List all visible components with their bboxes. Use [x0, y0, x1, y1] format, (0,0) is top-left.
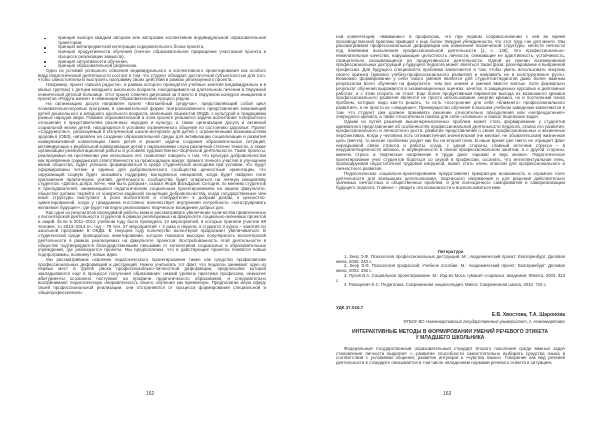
author-affiliation: ФГБОУ ВО Нижневартовский государственный университет, г. Нижневартовск	[403, 319, 565, 324]
article-title: ИНТЕРАКТИВНЫЕ МЕТОДЫ В ФОРМИРОВАНИИ УМЕНИЙ РЕЧЕВОГО ЭТИКЕТА У МЛАДШЕГО ШКОЛЬНИКА	[351, 329, 549, 342]
list-item: принцип образовательной рефлексии.	[58, 64, 266, 69]
paragraph: Мы рассматриваем освоение педагогического проектирования также как средство профилактики профессиональных деформаций и деструкций. Нужно учитывать тот факт, что педагоги занимают одно из первых мест в группе риска профессионально-личностной деформации, предпосылки которой закладываются еще в процессе получения образования: низкий уровень престижа профессии, немногие абитуриенты осознанно поступают на профили педагогического образования, и следовательно воспринимают педагогическую направленность своего обучения как временную. Предполагая иную сферу своей профессиональной реализации, они отстраняются от процесса формирования специальной и общепрофессиональ-	[38, 256, 266, 295]
paragraph: Одним из путей решения вышеперечисленных проблем может стать формирование у студентов адекватного представления об особенностях профессиональной деятельности педагога, этапах его развития, профессионального и личностного роста, развитие представлений о своих профессиональных и жизненных перспективах. Когда у человека есть оптимистичная значительная (не мелкая, не обывательская) жизненная цель (мечта), то многие проблемы уходят как бы на второй план. В наше время уже никто не отрицает факт неразрывной связи стресса и работы, когда, с одной стороны, главный источник стресса – в неудовлетворенности жизнью, в неуверенности в своем профессиональном занятии, а с другой стороны, именно стресс и творческое напряжение в труде дают «аромат и вкус жизни». Педагогическое проектирование учит студентов бороться со скукой в профессии, осознать, что интеллектуальная лень, провоцируемая недостаточной трудовой нагрузкой, может стать очень опасной для профессионального и личностного развития.	[336, 118, 565, 172]
paragraph: Например, проект «Школа радости», в рамках которого проводятся учебные занятия (индивидуально и в малых группах) с детьми младшего школьного возраста, находящимися на длительном лечении в Окружной клинической детской больнице. Этот проект отмечен дипломом за 3 место в Окружном конкурсе инициатив и проектов «Радуга жизни» в номинации Образовательный процесс рядом.	[38, 82, 266, 102]
page-number: 162	[146, 391, 155, 397]
paragraph: Федеральный государственный образовательный стандарт второго поколения среди важных задач становления личности выделяет «...развитие способности самостоятельно выбирать средства языка в соответствии с условиями общения, развитие интуиции и «чувства языка». Говорение как вид речевой деятельности в стандарте описывается в том числе овладением нормами речевого этикета в ситуациях	[336, 347, 565, 366]
left-page-body	[38, 36, 266, 382]
references-list	[336, 255, 565, 288]
literature-heading: Литература	[437, 249, 464, 254]
article-body	[336, 347, 565, 375]
list-item: принцип метапредметной интеграции содержательного блока проекта,	[58, 45, 266, 50]
paragraph: Педагогическое социально-проектирование предоставляет прекрасную возможность и огромное поле деятельности для всевышних целеполагания, творческого напряжения и для решения действительно значимых личностных и общественных проблем, и для полноценного саморазвития и самореализации будущего педагога. Главное – увидеть эти возможности и воспользоваться ими.	[336, 170, 565, 190]
reference-item: 4. Рапацевич Е.С. Педагогика. Современная энциклопедия. Минск: Современная школа, 2010. 720 с.	[344, 282, 547, 288]
paragraph: Одно из условий успешного освоения индивидуального и коллективного проектирования как особого вида педагогической деятельности состоит в том, что студент обладает достаточной субъектностью для того, чтобы самостоятельно выстроить программу своих действий в рамках реализуемого проекта.	[38, 68, 266, 83]
reference-item: 1. Зеер Э.Ф. Психология профессиональных деструкций. М.: Академический проект; Екатеринбург: Деловая книга, 2005. 240 с.	[336, 254, 565, 264]
reference-item: 2. Зеер Э.Ф. Психология профессий: Учебное пособие. М.: Академический проект; Екатеринбург: Деловая книга, 2003. 336 с.	[336, 263, 565, 274]
list-item: принцип выбора каждым автором или авторским коллективом индивидуальной образовательной траектории,	[58, 36, 266, 45]
principles-list	[38, 36, 266, 69]
paragraph: На организацию досуга направлен проект «Волшебный сундучок», представляющий собой цикл познавательно-игровых программ, в занимательной форме театрализованного представления знакомящий детей дошкольного и младшего школьного возраста, маленьких пациентов ОКДБ, с культурой и традициями разных народов мира. Помимо образовательной в этом проекте решаются задачи воспитания толерантного отношения к представителям различных народов и культур, а также организации досуга и активной социальной жизни детей, находящихся в условиях ограниченного общения по состоянию здоровья. Проект «Содружество», реализуемый в Излучинской школе-интернате для детей с ограниченными возможностями здоровья (ОВЗ), направлен на создание образовательной среды для активизации социализации и развития коммуникативной компетенции таких детей и решает задачи создания образовательных ситуаций, мотивирующих к вербальной коммуникации детей с нарушениями слуха различной степени тяжести, а также организации реабилитационной работы в условиях художественно-творческой деятельности. Такие проекты, реализуемые на протяжении уже нескольких лет, позволяют говорить о том, что культура добровольчества как проявление гражданской ответственности за происходящее вокруг, прямого личного участия в улучшении жизни общества, будет успешно формироваться в среде студенческой молодежи при условии, что будут сформированы четкие и единые для добровольческого сообщества ценностные ориентации, что окружающий социум будет оказывать поддержку молодежных инициатив, когда будет найдено поле приложения практических усилий, деятельность сообщества будет опираться на личную инициативу студентов. «Делать добро легче, чем быть добрым», сказал Жорж Вольфром. Сегодня, по мнению студентов и преподавателей, занимающихся педагогическим социальным проектированием на нашем факультете, общество должно перейти от конкретно-заданной концепции добровольчества, когда государственные или иные структуры выступают в роли воспитателя и «побудителя» к добрым делам, к ценностно-ориентированной, когда у гражданина постоянно наличествует внутренняя потребность «конструировать желаемое будущее», где будет наглядно реализовано творческое вхождение добрых дел.	[38, 101, 266, 210]
article-authors: Е.В. Хвостова, Т.А. Шаронова	[491, 312, 565, 318]
reference-item: 3. Пусев В.А. Социальное проектирование. М.: Изд-во Моск. гуманит.-социальн. академии: Флинта, 2003. 323 с.	[336, 272, 565, 283]
list-item: принцип ситуативности обучения,	[58, 60, 266, 65]
right-page-body	[336, 35, 565, 249]
list-item: принцип продуктивности обучения (личное образовательное приращение участников проекта в процессе реализации замысла),	[58, 49, 266, 59]
paragraph: ной компетенций, «вживанию» в профессию, что при первом соприкосновении с ней во время производственной практики приводит к еще более твердой убежденности, что этот труд «не для меня». Мы рассматриваем профессиональные деформации как изменения психической структуры, качеств личности под влиянием выполнения профессиональной деятельности [1, с. 146]. Это профессионально-нежелательные качества, нарушающие целостность личности, снижающие ее адаптивность, устойчивость, отрицательно сказывающиеся на продуктивности деятельности. Одной из причин возникновения профессиональных деструкций у будущего педагога может являться такая фаза: разочарование в выбранной профессии. Для будущего специалиста проблема заключается в том, чтобы уметь использовать энергию своего кризиса (кризиса учебно-профессионального развития) и направить ее в конструктивное русло. Возможно формирование у себя такого умения является для студентов-педагогов даже более важным результатом всего обучения на факультете, чем все знания и умения вместе взятые. Хотя формально результат обучения выражается в экзаменационных оценках, зачетах, в защищенных курсовых и дипломных работах, и с этим спорить не стоит. Еще более продуктивным вариантом выхода из возможного кризиса профессионального развития является не просто использование энергии кризиса, но и постоянный поиск проблем, которые надо как-то решать, то есть «построение для себя «ближнего» профессионального развития», а не просто их «ожидание». Преимущество обучения в высшем учебном заведении заключается в том, что студент сам должен принимать решение относительно преодоления или «непреодоления» очередного кризиса, а также относительно поиска для себя «сложных» и новых творческих задач.	[336, 35, 565, 120]
page-number: 163	[443, 391, 452, 397]
udk-code: УДК 37.016.7	[336, 305, 364, 310]
paragraph: Как один из результатов проводимой работы можно рассматривать увеличение количества привлеченных к волонтерской деятельности студентов в рамках реализуемых на факультете социально-значимых проектов и акций. Если в 2011–2012 учебном году было проведено 13 мероприятий, в которых приняли участие 58 человек, то 2013–2014 уч. год – 78 чел. 27 мероприятий + 2 раза в неделю 4 студента 3 курса – занятия по школьной программе в ОКДБ. В текущем году количество волонтеров продолжает увеличиваться. В студенческой среде проводилось анкетирование, которое показало высокую популярность волонтерской деятельности в рамках реализуемых на факультете проектов. Востребованность этой деятельности в обществе подтверждается благодарственными письмами от коллективов социальных и образовательных учреждений, где реализуются проекты. Мы предполагаем, что в действующих проектах появятся новые подпрограммы, возникнут новые идеи.	[38, 209, 266, 258]
